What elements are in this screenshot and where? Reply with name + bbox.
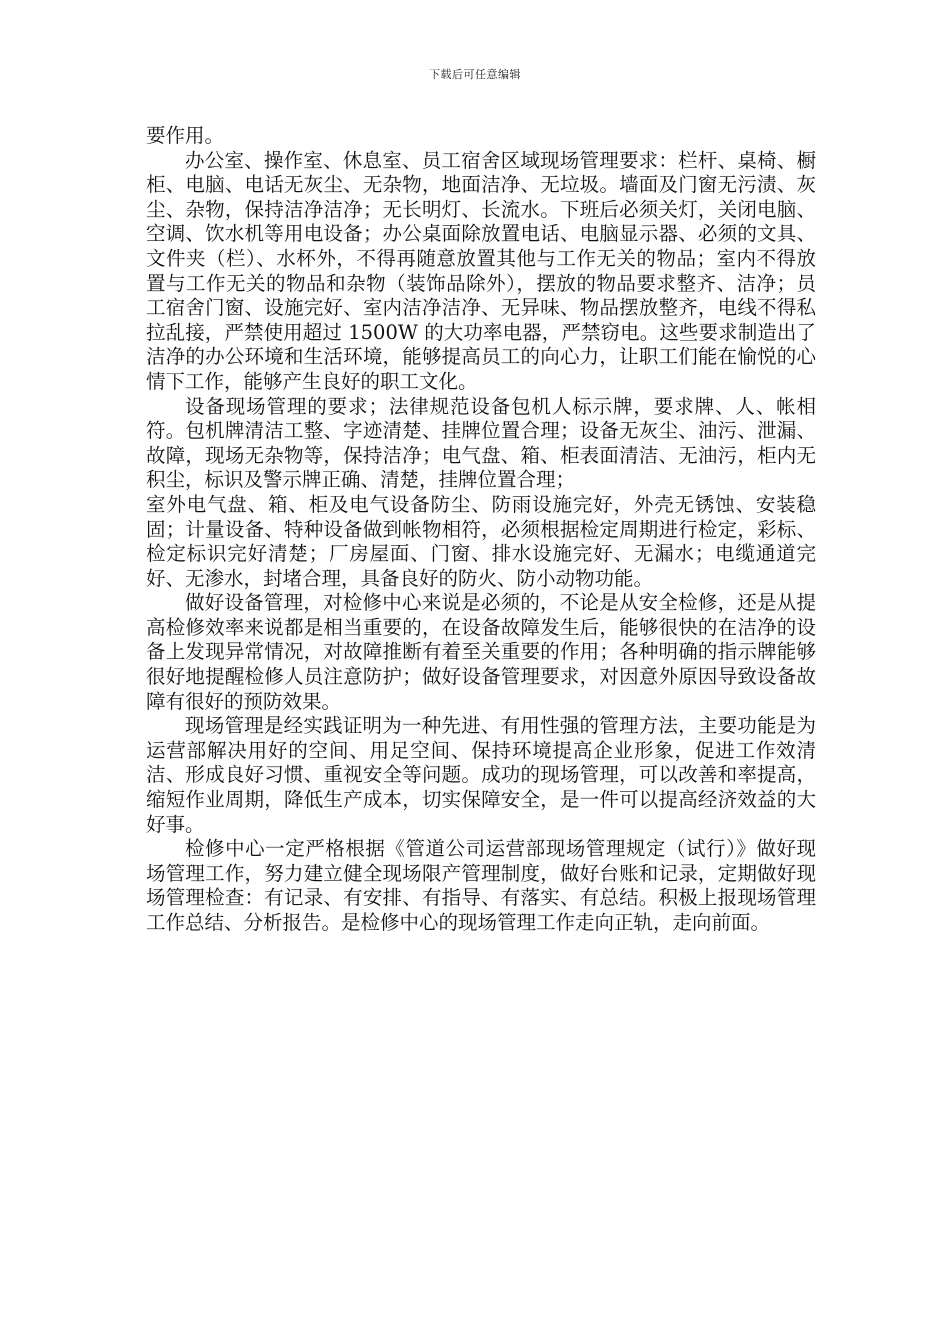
paragraph-site-management-method: 现场管理是经实践证明为一种先进、有用性强的管理方法，主要功能是为运营部解决用好的空间、用足空间、保持环境提高企业形象，促进工作效清洁、形成良好习惯、重视安全等问题。成功的现场管理，可以改善和率提高，缩短作业周期，降低生产成本，切实保障安全，是一件可以提高经济效益的大好事。 <box>146 714 816 836</box>
document-body <box>146 124 816 936</box>
paragraph-continuation: 要作用。 <box>146 124 225 147</box>
paragraph-equipment-management: 做好设备管理，对检修中心来说是必须的，不论是从安全检修，还是从提高检修效率来说都是相当重要的，在设备故障发生后，能够很快的在洁净的设备上发现异常情况，对故障推断有着至关重要的作用；各种明确的指示牌能够很好地提醒检修人员注意防护；做好设备管理要求，对因意外原因导致设备故障有很好的预防效果。 <box>146 591 816 713</box>
paragraph-outdoor-electrical: 室外电气盘、箱、柜及电气设备防尘、防雨设施完好，外壳无锈蚀、安装稳固；计量设备、特种设备做到帐物相符，必须根据检定周期进行检定，彩标、检定标识完好清楚；厂房屋面、门窗、排水设施完好、无漏水；电缆通道完好、无渗水，封堵合理，具备良好的防火、防小动物功能。 <box>146 492 816 590</box>
page-header: 下载后可任意编辑 <box>429 68 521 81</box>
paragraph-office-requirements: 办公室、操作室、休息室、员工宿舍区域现场管理要求：栏杆、桌椅、橱柜、电脑、电话无灰尘、无杂物，地面洁净、无垃圾。墙面及门窗无污渍、灰尘、杂物，保持洁净洁净；无长明灯、长流水。下班后必须关灯，关闭电脑、空调、饮水机等用电设备；办公桌面除放置电话、电脑显示器、必须的文具、文件夹（栏）、水杯外，不得再随意放置其他与工作无关的物品；室内不得放置与工作无关的物品和杂物（装饰品除外），摆放的物品要求整齐、洁净；员工宿舍门窗、设施完好、室内洁净洁净、无异味、物品摆放整齐，电线不得私拉乱接，严禁使用超过 1500W 的大功率电器，严禁窃电。这些要求制造出了洁净的办公环境和生活环境，能够提高员工的向心力，让职工们能在愉悦的心情下工作，能够产生良好的职工文化。 <box>146 148 816 393</box>
paragraph-maintenance-center: 检修中心一定严格根据《管道公司运营部现场管理规定（试行）》做好现场管理工作，努力建立健全现场限产管理制度，做好台账和记录，定期做好现场管理检查：有记录、有安排、有指导、有落实、有总结。积极上报现场管理工作总结、分析报告。是检修中心的现场管理工作走向正轨，走向前面。 <box>146 837 816 934</box>
paragraph-equipment-requirements: 设备现场管理的要求；法律规范设备包机人标示牌，要求牌、人、帐相符。包机牌清洁工整、字迹清楚、挂牌位置合理；设备无灰尘、油污、泄漏、故障，现场无杂物等，保持洁净；电气盘、箱、柜表面清洁、无油污，柜内无积尘，标识及警示牌正确、清楚，挂牌位置合理； <box>146 394 816 492</box>
